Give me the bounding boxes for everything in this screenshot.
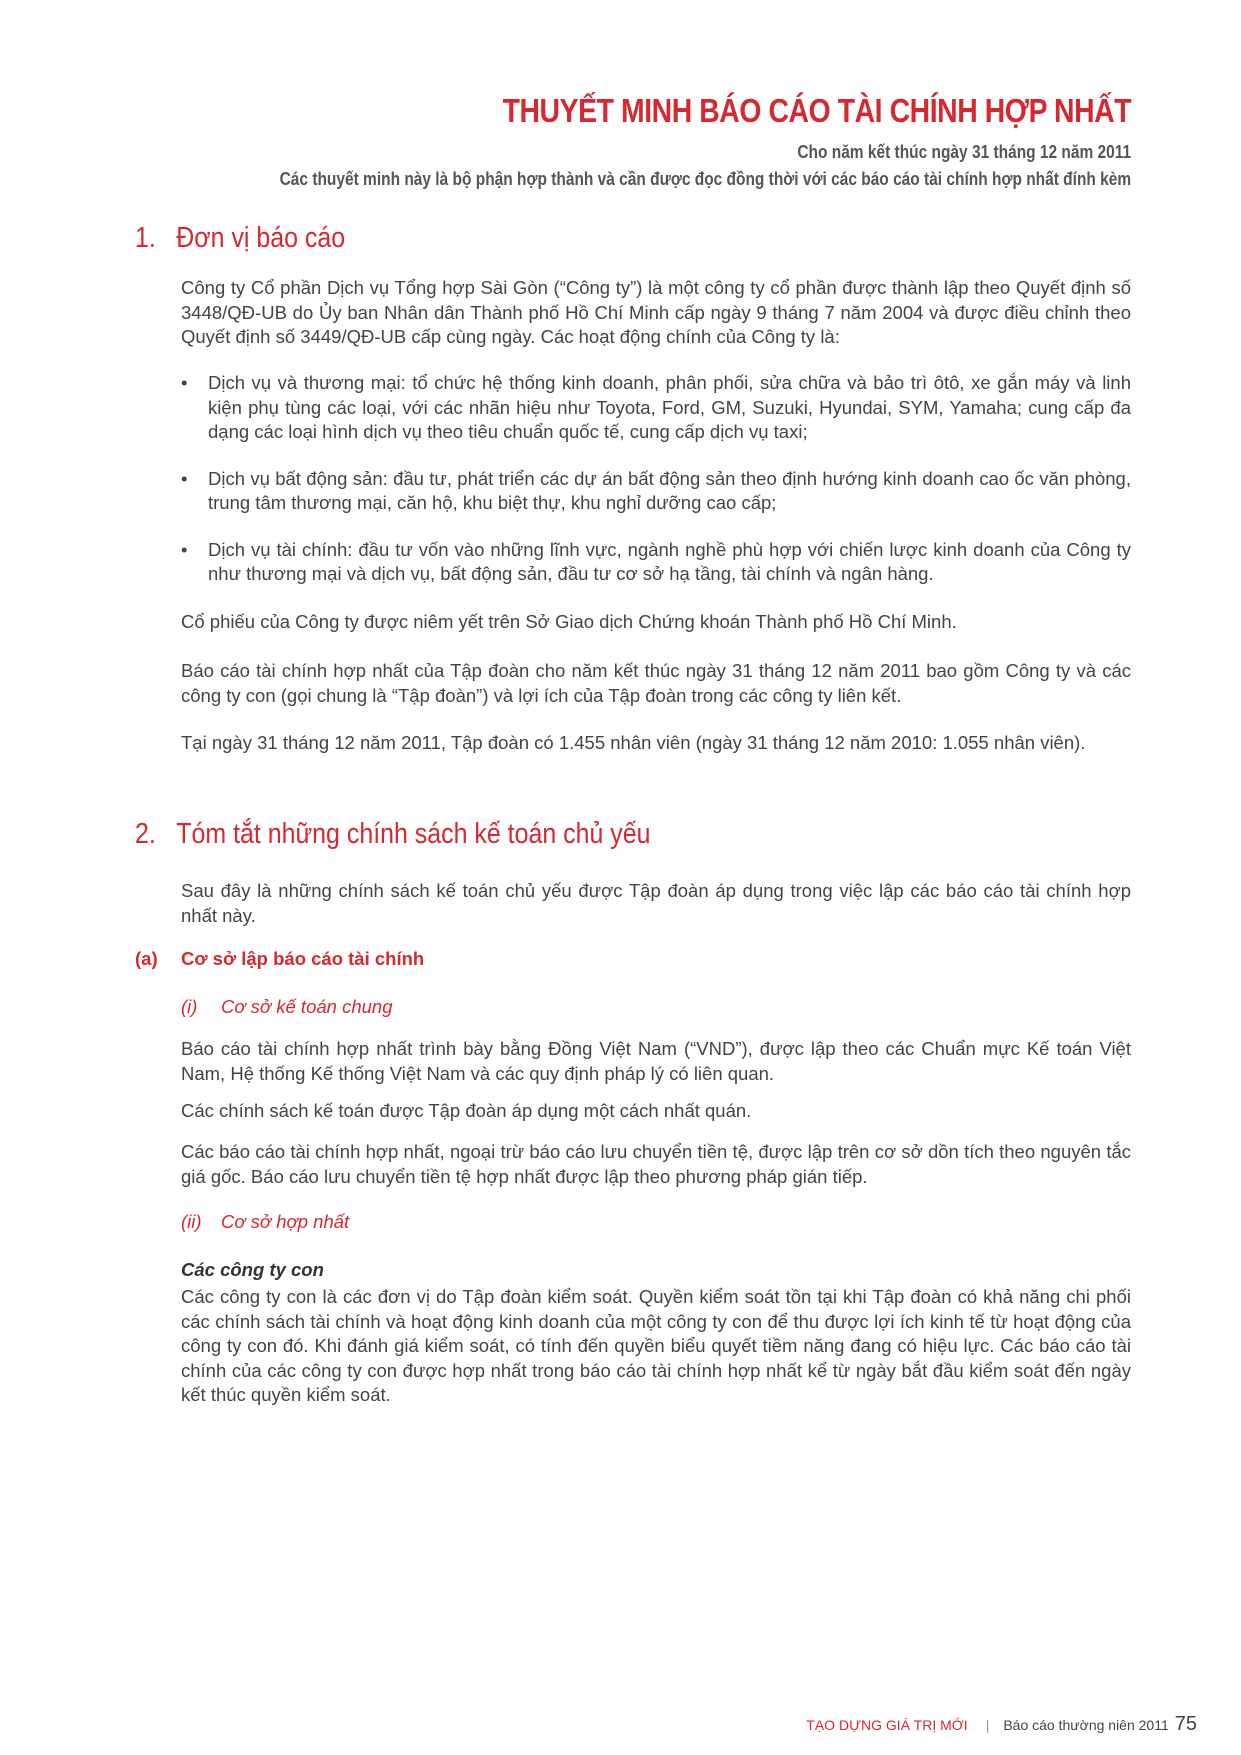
footer-separator: | (985, 1717, 990, 1733)
section-2-title: Tóm tắt những chính sách kế toán chủ yếu (176, 818, 651, 850)
subsection-a-tag: (a) (135, 948, 158, 969)
page-footer (806, 1713, 1197, 1736)
subsection-i-tag: (i) (181, 996, 198, 1017)
section-2-heading (135, 818, 651, 851)
section-1-number: 1. (135, 222, 156, 254)
section-1-heading (135, 222, 345, 255)
bullet-icon: • (181, 372, 188, 393)
list-item (181, 467, 1131, 516)
subsection-a-title: Cơ sở lập báo cáo tài chính (181, 948, 425, 969)
document-header (141, 92, 1131, 190)
list-item-text: Dịch vụ tài chính: đầu tư vốn vào những lĩnh vực, ngành nghề phù hợp với chiến lược kinh doanh của Công ty như thương mại và dịch vụ, bất động sản, đầu tư cơ sở hạ tầng, tài chính và ngân hàng. (208, 538, 1131, 584)
listing-paragraph: Cổ phiếu của Công ty được niêm yết trên Sở Giao dịch Chứng khoán Thành phố Hồ Chí Minh. (181, 611, 957, 632)
section-2-intro: Sau đây là những chính sách kế toán chủ yếu được Tập đoàn áp dụng trong việc lập các báo cáo tài chính hợp nhất này. (181, 880, 1131, 926)
subsection-a-heading (135, 948, 424, 970)
subsidiaries-heading: Các công ty con (181, 1259, 324, 1280)
section-1-title: Đơn vị báo cáo (176, 222, 346, 254)
section-1-intro: Công ty Cổ phần Dịch vụ Tổng hợp Sài Gòn (“Công ty”) là một công ty cổ phần được thành lập theo Quyết định số 3448/QĐ-UB do Ủy ban Nhân dân Thành phố Hồ Chí Minh cấp ngày 9 tháng 7 năm 2004 và được điều chỉnh theo Quyết định số 3449/QĐ-UB cấp cùng ngày. Các hoạt động chính của Công ty là: (181, 277, 1131, 347)
list-item (181, 538, 1131, 587)
subsection-i-heading (181, 996, 393, 1018)
list-item (181, 371, 1131, 445)
bullet-icon: • (181, 538, 188, 560)
document-title: THUYẾT MINH BÁO CÁO TÀI CHÍNH HỢP NHẤT (502, 92, 1131, 129)
consistency-paragraph: Các chính sách kế toán được Tập đoàn áp dụng một cách nhất quán. (181, 1100, 752, 1121)
page-number: 75 (1174, 1713, 1197, 1735)
staff-paragraph: Tại ngày 31 tháng 12 năm 2011, Tập đoàn có 1.455 nhân viên (ngày 31 tháng 12 năm 2010: 1.055 nhân viên). (181, 732, 1086, 753)
scope-paragraph: Báo cáo tài chính hợp nhất của Tập đoàn cho năm kết thúc ngày 31 tháng 12 năm 2011 bao gồm Công ty và các công ty con (gọi chung là “Tập đoàn”) và lợi ích của Tập đoàn trong các công ty liên kết. (181, 660, 1131, 706)
activities-list (181, 371, 1131, 609)
document-period: Cho năm kết thúc ngày 31 tháng 12 năm 2011 (797, 142, 1131, 162)
bullet-icon: • (181, 467, 188, 489)
footer-brand: TẠO DỰNG GIÁ TRỊ MỚI (806, 1717, 968, 1733)
subsection-ii-heading (181, 1211, 349, 1233)
document-note: Các thuyết minh này là bộ phận hợp thành và cần được đọc đồng thời với các báo cáo tài chính hợp nhất đính kèm (279, 169, 1131, 189)
subsection-ii-title: Cơ sở hợp nhất (221, 1211, 350, 1232)
subsection-ii-tag: (ii) (181, 1211, 202, 1232)
list-item-text: Dịch vụ và thương mại: tổ chức hệ thống kinh doanh, phân phối, sửa chữa và bảo trì ôtô, xe gắn máy và linh kiện phụ tùng các loại, với các nhãn hiệu như Toyota, Ford, GM, Suzuki, Hyundai, SYM, Yamaha; cung cấp đa dạng các loại hình dịch vụ theo tiêu chuẩn quốc tế, cung cấp dịch vụ taxi; (208, 372, 1131, 442)
subsection-i-title: Cơ sở kế toán chung (221, 996, 393, 1017)
accrual-paragraph: Các báo cáo tài chính hợp nhất, ngoại trừ báo cáo lưu chuyển tiền tệ, được lập trên cơ sở dồn tích theo nguyên tắc giá gốc. Báo cáo lưu chuyển tiền tệ hợp nhất được lập theo phương pháp gián tiếp. (181, 1141, 1131, 1187)
section-2-number: 2. (135, 818, 156, 850)
currency-paragraph: Báo cáo tài chính hợp nhất trình bày bằng Đồng Việt Nam (“VND”), được lập theo các Chuẩn mực Kế toán Việt Nam, Hệ thống Kế thống Việt Nam và các quy định pháp lý có liên quan. (181, 1038, 1131, 1084)
subsidiaries-paragraph: Các công ty con là các đơn vị do Tập đoàn kiểm soát. Quyền kiểm soát tồn tại khi Tập đoàn có khả năng chi phối các chính sách tài chính và hoạt động kinh doanh của một công ty con để thu được lợi ích kinh tế từ hoạt động của công ty con đó. Khi đánh giá kiểm soát, có tính đến quyền biểu quyết tiềm năng đang có hiệu lực. Các báo cáo tài chính của các công ty con được hợp nhất trong báo cáo tài chính hợp nhất kể từ ngày bắt đầu kiểm soát đến ngày kết thúc quyền kiểm soát. (181, 1286, 1131, 1405)
footer-report-name: Báo cáo thường niên 2011 (1003, 1717, 1169, 1733)
list-item-text: Dịch vụ bất động sản: đầu tư, phát triển các dự án bất động sản theo định hướng kinh doanh cao ốc văn phòng, trung tâm thương mại, căn hộ, khu biệt thự, khu nghỉ dưỡng cao cấp; (208, 467, 1131, 513)
